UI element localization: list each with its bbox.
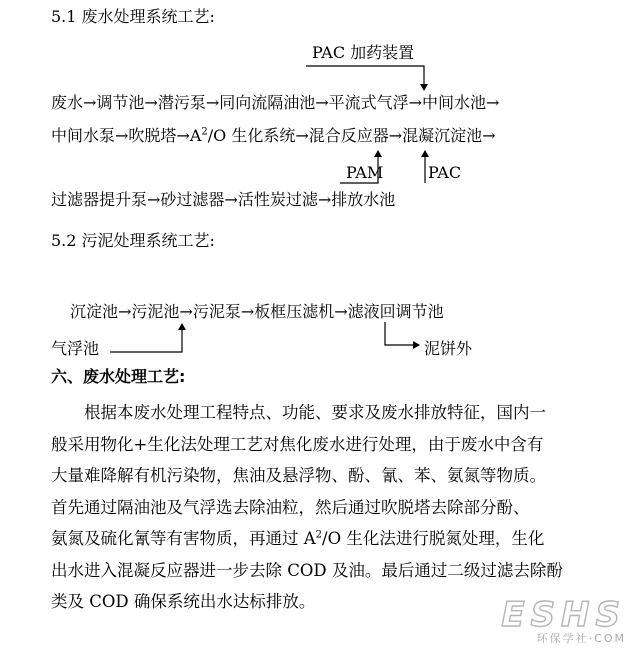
- paragraph-line-5-sup: 2: [315, 529, 323, 541]
- flotation-to-sludge-connector: [110, 324, 182, 352]
- pam-label: PAM: [346, 163, 384, 182]
- site-watermark: [501, 595, 626, 646]
- flotation-tank-label: 气浮池: [51, 339, 100, 358]
- wastewater-flow-line-2-sup: 2: [201, 126, 208, 138]
- filter-press-to-cake-connector: [385, 322, 419, 345]
- pac-dosing-connector: [306, 66, 424, 90]
- paragraph-line-5-part-b: /O 生化法进行脱氮处理，生化: [322, 529, 545, 548]
- wastewater-flow-line-2: [51, 126, 496, 146]
- section-6-title: 六、废水处理工艺:: [51, 367, 186, 386]
- pac-label: PAC: [428, 163, 462, 182]
- paragraph-line-6: 出水进入混凝反应器进一步去除 COD 及油。最后通过二级过滤去除酚: [51, 560, 563, 580]
- paragraph-line-4: 首先通过隔油池及气浮选去除油粒，然后通过吹脱塔去除部分酚、: [51, 497, 530, 517]
- paragraph-line-5-part-a: 氨氮及硫化氰等有害物质，再通过 A: [51, 529, 316, 548]
- wastewater-flow-line-1: 废水→调节池→潜污泵→同向流隔油池→平流式气浮→中间水池→: [51, 93, 500, 112]
- paragraph-line-2: 般采用物化+生化法处理工艺对焦化废水进行处理，由于废水中含有: [51, 434, 544, 454]
- paragraph-line-1: 根据本废水处理工程特点、功能、要求及废水排放特征，国内一: [84, 403, 546, 422]
- section-5-1-title: 5.1 废水处理系统工艺:: [51, 7, 215, 26]
- wastewater-flow-line-2-part-a: 中间水泵→吹脱塔→A: [51, 126, 202, 145]
- watermark-subtitle: 环保学社·COM: [536, 632, 626, 645]
- sludge-cake-out-label: 泥饼外: [424, 339, 473, 358]
- pac-dosing-label: PAC 加药装置: [312, 43, 415, 62]
- sludge-flow-line-1: 沉淀池→污泥池→污泥泵→板框压滤机→滤液回调节池: [70, 302, 444, 321]
- wastewater-flow-line-3: 过滤器提升泵→砂过滤器→活性炭过滤→排放水池: [51, 190, 396, 209]
- paragraph-line-3: 大量难降解有机污染物，焦油及悬浮物、酚、氰、苯、氨氮等物质。: [51, 466, 546, 485]
- paragraph-line-5: [51, 523, 621, 555]
- watermark-logo: ESHS: [501, 595, 626, 635]
- process-description-paragraph: [51, 397, 621, 618]
- section-5-2-title: 5.2 污泥处理系统工艺:: [51, 231, 215, 250]
- wastewater-flow-line-2-part-b: /O 生化系统→混合反应器→混凝沉淀池→: [207, 126, 496, 145]
- paragraph-line-7: 类及 COD 确保系统出水达标排放。: [51, 592, 316, 611]
